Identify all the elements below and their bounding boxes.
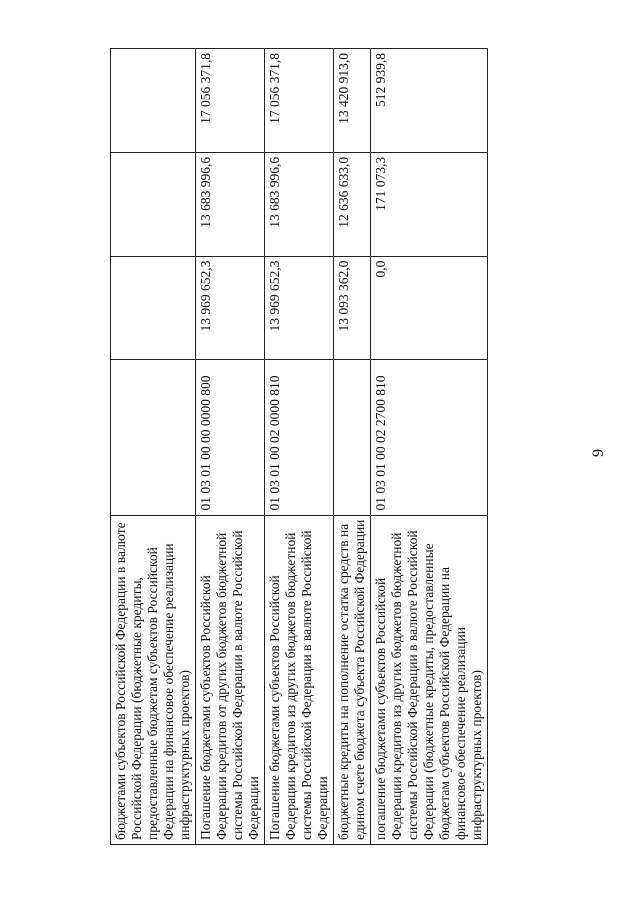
row-value-3: 13 420 913,0	[334, 49, 371, 153]
table-row	[196, 49, 265, 845]
row-name: погашение бюджетами субъектов Российской Федерации кредитов из других бюджетов бюджетной системы Российской Федерации в валюте Российской Федерации (бюджетные кредиты, предоставленные бюджетам субъектов Российской Федерации на финансовое обеспечение реализации инфраструктурных проектов)	[371, 515, 488, 844]
row-value-2: 13 683 996,6	[196, 152, 265, 256]
table-row	[334, 49, 371, 845]
row-value-3: 512 939,8	[371, 49, 488, 153]
table-row	[371, 49, 488, 845]
row-value-2: 171 073,3	[371, 152, 488, 256]
row-code: 01 03 01 00 00 0000 800	[196, 360, 265, 515]
row-value-2	[111, 152, 196, 256]
row-value-1: 13 093 362,0	[334, 256, 371, 360]
row-value-1: 0,0	[371, 256, 488, 360]
row-name: Погашение бюджетами субъектов Российской Федерации кредитов от других бюджетов бюджетной системы Российской Федерации в валюте Российской Федерации	[196, 515, 265, 844]
row-value-2: 12 636 633,0	[334, 152, 371, 256]
budget-table	[110, 48, 488, 845]
row-value-2: 13 683 996,6	[265, 152, 334, 256]
row-code	[111, 360, 196, 515]
row-value-3: 17 056 371,8	[265, 49, 334, 153]
row-value-1: 13 969 652,3	[196, 256, 265, 360]
row-name: бюджетами субъектов Российской Федерации в валюте Российской Федерации (бюджетные кредиты, предоставленные бюджетам субъектов Российской Федерации на финансовое обеспечение реализации инфраструктурных проектов)	[111, 515, 196, 844]
row-value-3	[111, 49, 196, 153]
row-name: Погашение бюджетами субъектов Российской Федерации кредитов из других бюджетов бюджетной системы Российской Федерации в валюте Российской Федерации	[265, 515, 334, 844]
table-row	[265, 49, 334, 845]
row-value-1: 13 969 652,3	[265, 256, 334, 360]
page-number: 9	[590, 449, 607, 457]
row-value-3: 17 056 371,8	[196, 49, 265, 153]
row-code: 01 03 01 00 02 0000 810	[265, 360, 334, 515]
row-code: 01 03 01 00 02 2700 810	[371, 360, 488, 515]
row-value-1	[111, 256, 196, 360]
row-name: бюджетные кредиты на пополнение остатка средств на едином счете бюджета субъекта Российской Федерации	[334, 515, 371, 844]
row-code	[334, 360, 371, 515]
table-row	[111, 49, 196, 845]
